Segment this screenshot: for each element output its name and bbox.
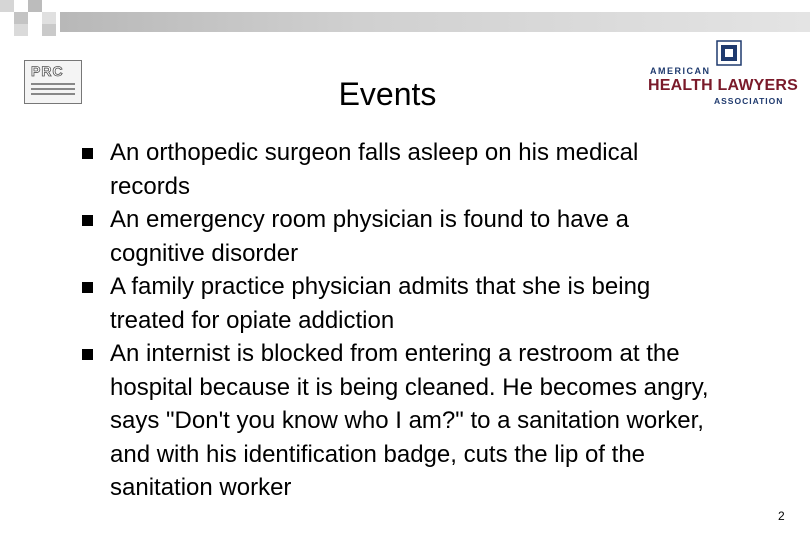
square-bullet-icon [82,349,93,360]
seal-icon [716,40,742,66]
page-number: 2 [778,509,785,523]
bullet-text: An orthopedic surgeon falls asleep on his medical records [110,139,639,200]
bullet-item [82,270,722,337]
bullet-text: An emergency room physician is found to have a cognitive disorder [110,206,629,267]
decorative-header-strip [0,0,810,44]
bullet-item [82,203,722,270]
square-bullet-icon [82,148,93,159]
bullet-item [82,337,722,505]
bullet-item [82,136,722,203]
bullet-text: An internist is blocked from entering a restroom at the hospital because it is being cleaned. He becomes angry, says "Don't you know who I am?" to a sanitation worker, and with his identification badge, cuts the lip of the sanitation worker [110,340,709,501]
bullet-text: A family practice physician admits that she is being treated for opiate addiction [110,273,651,334]
ahla-line1: AMERICAN [650,66,711,76]
slide-title: Events [338,76,437,112]
ahla-line2: HEALTH LAWYERS [648,77,799,94]
bullet-list [82,136,722,505]
square-bullet-icon [82,282,93,293]
ahla-line3: ASSOCIATION [714,96,784,106]
prc-logo-text: PRC [31,63,64,79]
square-bullet-icon [82,215,93,226]
